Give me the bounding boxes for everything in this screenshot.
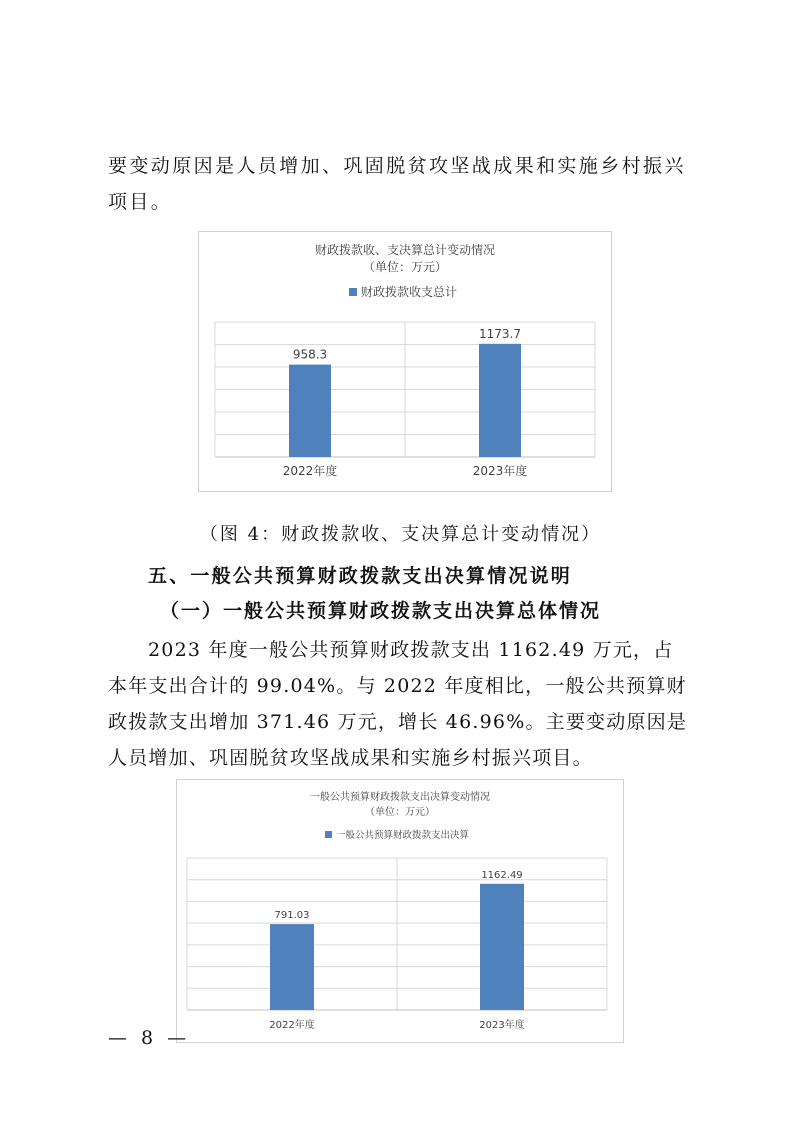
chart-2-legend-label: 一般公共预算财政拨款支出决算	[336, 830, 470, 841]
paragraph-top: 要变动原因是人员增加、巩固脱贫攻坚战成果和实施乡村振兴项目。	[108, 155, 686, 213]
chart-1-category-2022: 2022年度	[282, 464, 338, 478]
chart-1-subtitle: （单位：万元）	[362, 260, 448, 274]
chart-2-title: 一般公共预算财政拨款支出决算变动情况	[310, 792, 490, 803]
chart-1-category-2023: 2023年度	[472, 464, 528, 478]
chart-2-grid	[187, 858, 607, 1010]
chart-2-legend-swatch	[325, 831, 332, 838]
chart-1	[198, 231, 612, 492]
chart-2-subtitle: （单位：万元）	[365, 807, 435, 818]
section-heading: 五、一般公共预算财政拨款支出决算情况说明	[148, 565, 573, 587]
bar-2023年度	[480, 884, 524, 1010]
chart-1-title: 财政拨款收、支决算总计变动情况	[314, 243, 496, 257]
bar-2022年度	[270, 924, 314, 1010]
chart-2-data-label-2022: 791.03	[274, 910, 310, 922]
chart-1-legend-label: 财政拨款收支总计	[361, 285, 458, 299]
chart-2-data-label-2023: 1162.49	[481, 869, 523, 881]
figure-caption: （图 4：财政拨款收、支决算总计变动情况）	[199, 524, 602, 545]
chart-1-data-label-2022: 958.3	[292, 347, 328, 362]
paragraph-main: 2023 年度一般公共预算财政拨款支出 1162.49 万元，占本年支出合计的 99.04%。与 2022 年度相比，一般公共预算财政拨款支出增加 371.46 万元，增长 46.96%。主要变动原因是人员增加、巩固脱贫攻坚战成果和实施乡村振兴项目。	[108, 639, 688, 769]
chart-1-data-label-2023: 1173.7	[479, 326, 521, 341]
subsection-heading: （一）一般公共预算财政拨款支出决算总体情况	[160, 600, 602, 622]
bar-2023年度	[479, 344, 521, 457]
chart-2-svg	[177, 780, 623, 1042]
page-number: — 8 —	[108, 1027, 191, 1049]
chart-2-category-2023: 2023年度	[479, 1020, 525, 1031]
chart-2-category-2022: 2022年度	[269, 1020, 315, 1031]
chart-1-legend-swatch	[349, 288, 357, 296]
bar-2022年度	[289, 365, 331, 457]
chart-2	[176, 779, 624, 1043]
chart-1-grid	[215, 322, 595, 457]
chart-1-svg	[199, 232, 611, 491]
